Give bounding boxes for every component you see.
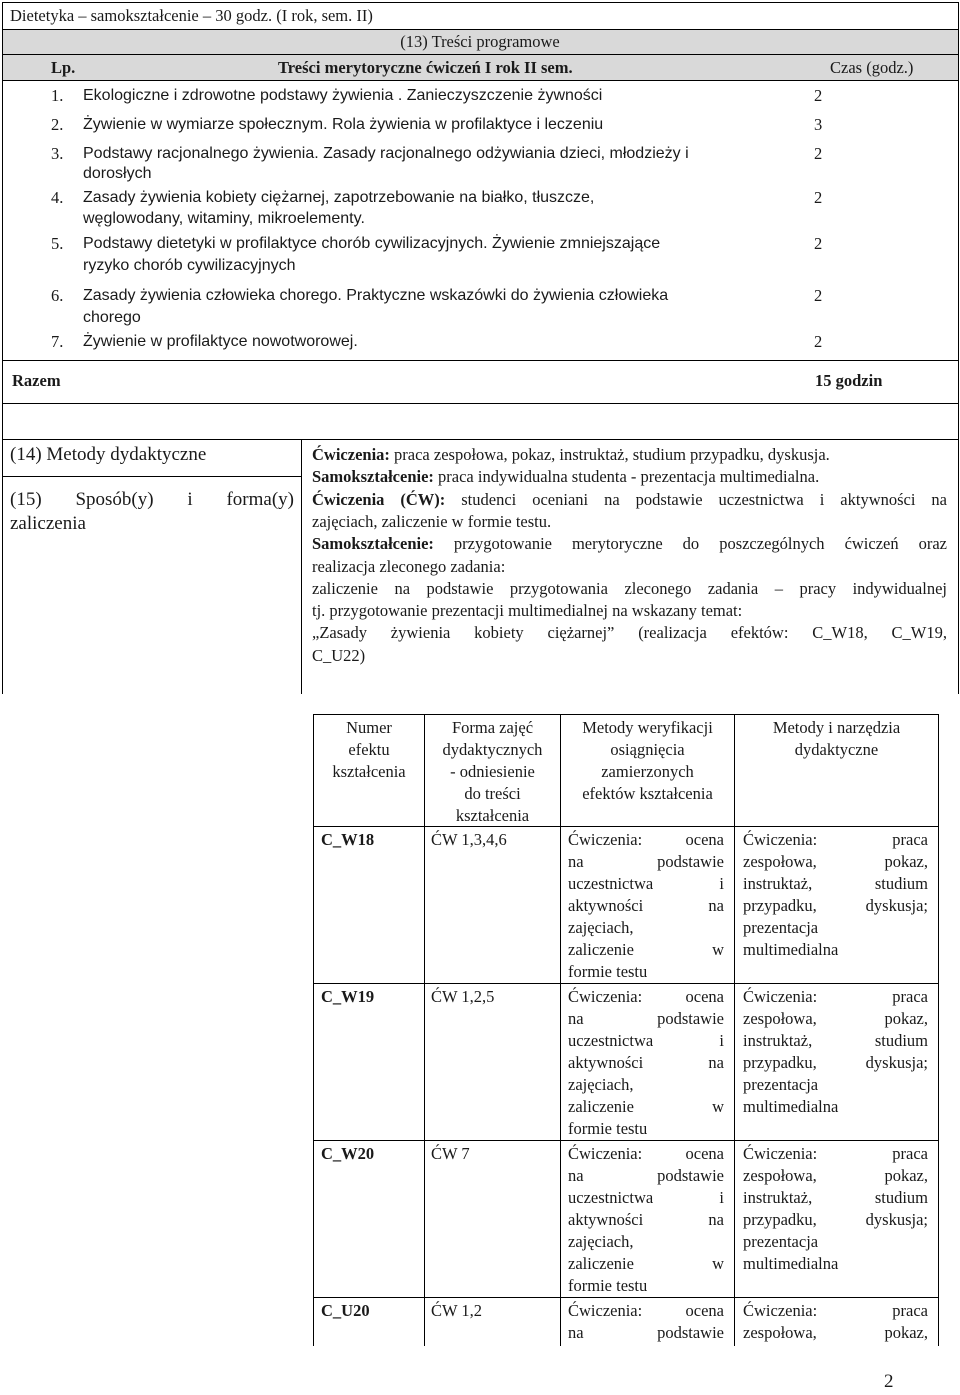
effect-code: C_W20 [321, 1144, 375, 1163]
header-line: osiągnięcia [610, 740, 685, 759]
header-line: zamierzonych [601, 762, 694, 781]
assessment-bold-label: Ćwiczenia (ĆW): [312, 490, 446, 509]
effect-form: ĆW 1,2,5 [431, 987, 495, 1006]
effect-code: C_W18 [321, 830, 375, 849]
header-line: efektu [348, 740, 390, 759]
effect-tools [743, 829, 928, 961]
header-line: efektów kształcenia [582, 784, 713, 803]
tools-line: przypadku, dyskusja; [743, 1210, 928, 1229]
tools-line: Ćwiczenia: praca [743, 1301, 928, 1320]
program-row-hours: 3 [814, 115, 823, 134]
assessment-line: zajęciach, zaliczenie w formie testu. [312, 512, 552, 531]
verif-line: formie testu [568, 962, 648, 981]
header-line: dydaktyczne [794, 740, 879, 759]
effects-header-tools [735, 717, 938, 761]
program-row-no: 6. [51, 286, 64, 305]
assessment-text: studenci oceniani na podstawie uczestnictwa i aktywności na [461, 490, 948, 509]
verif-line: na podstawie [568, 852, 724, 871]
verif-line: Ćwiczenia: ocena [568, 1144, 724, 1163]
effect-verification [568, 829, 724, 983]
assessment-line: C_U22) [312, 646, 366, 665]
tools-line: przypadku, dyskusja; [743, 1053, 928, 1072]
verif-line: aktywności na [568, 1053, 724, 1072]
effects-header-number [314, 717, 424, 783]
effect-code: C_W19 [321, 987, 375, 1006]
verif-line: zaliczenie w [568, 940, 724, 959]
verif-line: zaliczenie w [568, 1254, 724, 1273]
program-row-text: dorosłych [83, 165, 152, 182]
tools-line: zespołowa, pokaz, [743, 1166, 928, 1185]
assessment-line: „Zasady żywienia kobiety ciężarnej” (realizacja efektów: C_W18, C_W19, [312, 623, 947, 642]
verif-line: na podstawie [568, 1323, 724, 1342]
verif-line: aktywności na [568, 896, 724, 915]
program-row-no: 1. [51, 86, 64, 105]
header-line: Metody i narzędzia [772, 718, 901, 737]
tools-line: przypadku, dyskusja; [743, 896, 928, 915]
effect-form: ĆW 1,2 [431, 1301, 483, 1320]
assessment-text: przygotowanie merytoryczne do poszczególnych ćwiczeń oraz [453, 534, 948, 553]
verif-line: uczestnictwa i [568, 874, 724, 893]
program-row-hours: 2 [814, 86, 823, 105]
effect-verification [568, 1300, 724, 1344]
tools-line: zespołowa, pokaz, [743, 1323, 928, 1342]
verif-line: uczestnictwa i [568, 1188, 724, 1207]
tools-line: instruktaż, studium [743, 1188, 928, 1207]
document-title: Dietetyka – samokształcenie – 30 godz. (I rok, sem. II) [10, 6, 373, 25]
tools-line: zespołowa, pokaz, [743, 852, 928, 871]
total-label: Razem [12, 371, 61, 390]
tools-line: prezentacja [743, 1075, 819, 1094]
header-line: Numer [346, 718, 392, 737]
program-row-text: Zasady żywienia człowieka chorego. Praktyczne wskazówki do żywienia człowieka [83, 287, 669, 304]
methods-line [312, 444, 830, 466]
effect-tools [743, 986, 928, 1118]
effect-tools [743, 1143, 928, 1275]
tools-line: instruktaż, studium [743, 1031, 928, 1050]
program-row-hours: 2 [814, 332, 823, 351]
tools-line: zespołowa, pokaz, [743, 1009, 928, 1028]
tools-line: multimedialna [743, 1097, 839, 1116]
tools-line: prezentacja [743, 1232, 819, 1251]
methods-text: praca zespołowa, pokaz, instruktaż, studium przypadku, dyskusja. [394, 445, 830, 464]
verif-line: na podstawie [568, 1009, 724, 1028]
page-number: 2 [884, 1371, 894, 1392]
verif-line: na podstawie [568, 1166, 724, 1185]
tools-line: Ćwiczenia: praca [743, 1144, 928, 1163]
header-line: Metody weryfikacji [582, 718, 713, 737]
program-row-hours: 2 [814, 234, 823, 253]
label-15-assessment: (15) Sposób(y) i forma(y) [10, 489, 294, 510]
program-row-text: węglowodany, witaminy, mikroelementy. [83, 210, 365, 227]
methods-text: praca indywidualna studenta - prezentacja multimedialna. [438, 467, 820, 486]
program-row-no: 4. [51, 188, 64, 207]
header-line: do treści [464, 784, 521, 803]
verif-line: zajęciach, [568, 918, 634, 937]
header-line: kształcenia [455, 806, 530, 825]
assessment-line: tj. przygotowanie prezentacji multimedialnej na wskazany temat: [312, 601, 743, 620]
verif-line: zajęciach, [568, 1075, 634, 1094]
tools-line: Ćwiczenia: praca [743, 987, 928, 1006]
tools-line: multimedialna [743, 940, 839, 959]
tools-line: prezentacja [743, 918, 819, 937]
effects-header-form [425, 717, 560, 827]
program-row-text: Podstawy racjonalnego żywienia. Zasady racjonalnego odżywiania dzieci, młodzieży i [83, 145, 689, 162]
effect-verification [568, 1143, 724, 1297]
program-row-text: Żywienie w profilaktyce nowotworowej. [83, 333, 358, 350]
section-title-13: (13) Treści programowe [400, 32, 560, 51]
effect-form: ĆW 7 [431, 1144, 470, 1163]
program-row-text: ryzyko chorób cywilizacyjnych [83, 257, 296, 274]
verif-line: Ćwiczenia: ocena [568, 987, 724, 1006]
effect-form: ĆW 1,3,4,6 [431, 830, 507, 849]
verif-line: formie testu [568, 1119, 648, 1138]
total-value: 15 godzin [815, 371, 883, 390]
assessment-line [312, 533, 947, 555]
program-row-no: 2. [51, 115, 64, 134]
effect-verification [568, 986, 724, 1140]
verif-line: Ćwiczenia: ocena [568, 1301, 724, 1320]
assessment-line [312, 489, 947, 511]
verif-line: uczestnictwa i [568, 1031, 724, 1050]
program-row-text: Podstawy dietetyki w profilaktyce chorób cywilizacyjnych. Żywienie zmniejszające [83, 235, 661, 252]
effect-code: C_U20 [321, 1301, 370, 1320]
program-row-hours: 2 [814, 188, 823, 207]
program-row-no: 5. [51, 234, 64, 253]
effects-header-verification [561, 717, 734, 805]
program-row-text: chorego [83, 309, 141, 326]
program-row-text: Ekologiczne i zdrowotne podstawy żywienia . Zanieczyszczenie żywności [83, 87, 603, 104]
verif-line: aktywności na [568, 1210, 724, 1229]
tools-line: multimedialna [743, 1254, 839, 1273]
assessment-bold-label: Samokształcenie: [312, 534, 434, 553]
verif-line: zaliczenie w [568, 1097, 724, 1116]
verif-line: Ćwiczenia: ocena [568, 830, 724, 849]
program-row-no: 3. [51, 144, 64, 163]
col-content-header: Treści merytoryczne ćwiczeń I rok II sem. [278, 58, 573, 77]
assessment-line: zaliczenie na podstawie przygotowania zleconego zadania – pracy indywidualnej [312, 579, 947, 598]
program-row-text: Żywienie w wymiarze społecznym. Rola żywienia w profilaktyce i leczeniu [83, 116, 604, 133]
methods-bold-label: Samokształcenie: [312, 467, 434, 486]
header-line: kształcenia [332, 762, 406, 781]
col-lp-header: Lp. [51, 58, 76, 77]
assessment-line: realizacja zleconego zadania: [312, 557, 506, 576]
verif-line: formie testu [568, 1276, 648, 1295]
header-line: dydaktycznych [442, 740, 543, 759]
tools-line: Ćwiczenia: praca [743, 830, 928, 849]
tools-line: instruktaż, studium [743, 874, 928, 893]
methods-bold-label: Ćwiczenia: [312, 445, 390, 464]
verif-line: zajęciach, [568, 1232, 634, 1251]
program-row-text: Zasady żywienia kobiety ciężarnej, zapotrzebowanie na białko, tłuszcze, [83, 189, 595, 206]
effect-tools [743, 1300, 928, 1344]
label-14-methods: (14) Metody dydaktyczne [10, 444, 207, 465]
program-row-hours: 2 [814, 286, 823, 305]
program-row-hours: 2 [814, 144, 823, 163]
label-15-assessment-cont: zaliczenia [10, 513, 86, 534]
methods-line [312, 466, 819, 488]
header-line: - odniesienie [450, 762, 535, 781]
header-line: Forma zajęć [451, 718, 534, 737]
program-row-no: 7. [51, 332, 64, 351]
col-time-header: Czas (godz.) [830, 58, 914, 77]
